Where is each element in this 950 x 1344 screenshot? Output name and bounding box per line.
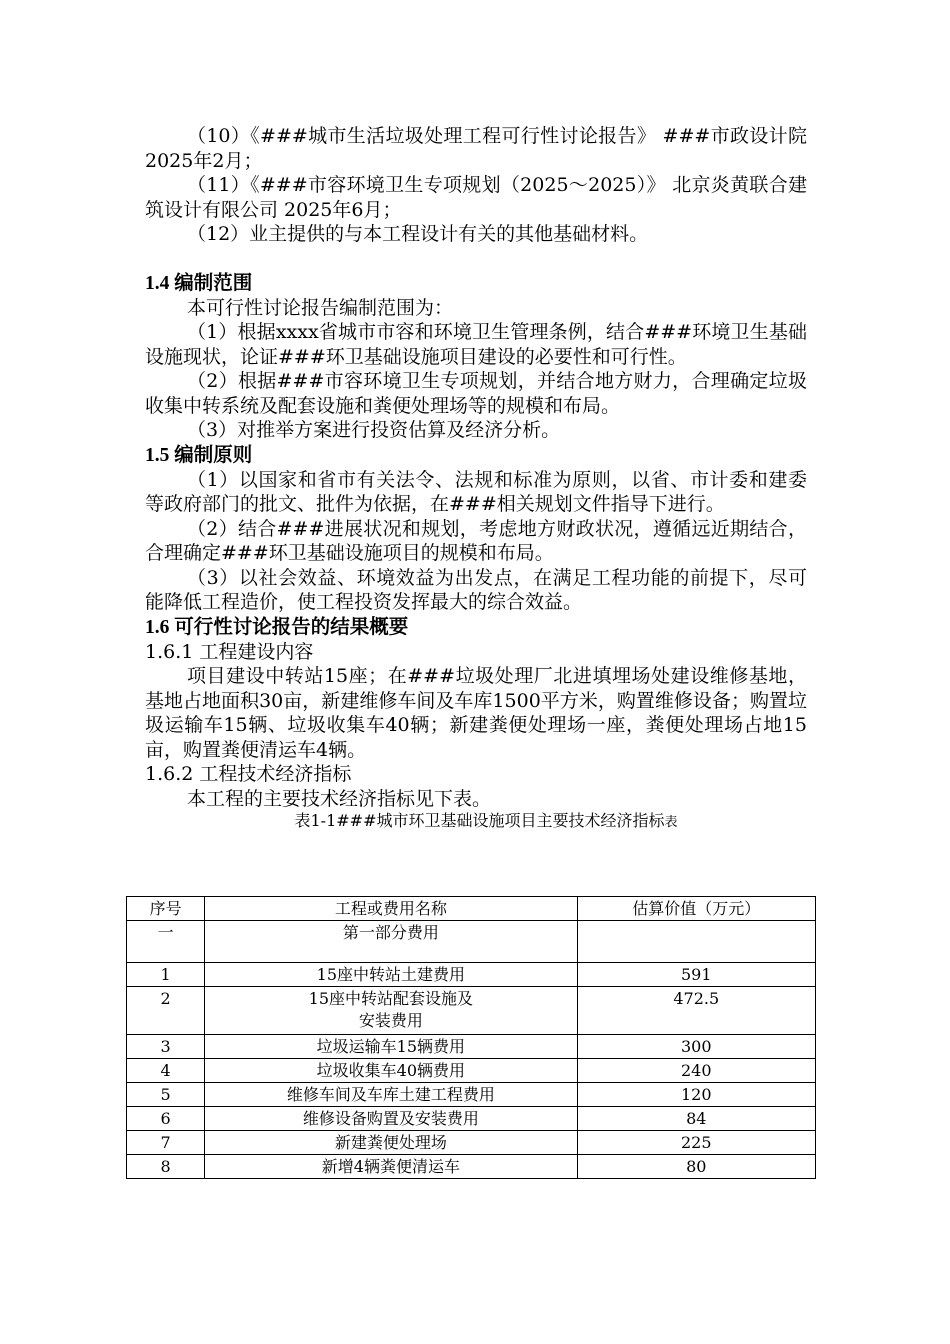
table-row (127, 1107, 816, 1131)
cell-serial: 3 (127, 1035, 205, 1059)
heading-text: 编制范围 (174, 272, 253, 294)
heading-text: 编制原则 (174, 444, 253, 466)
reference-10: （10）《###城市生活垃圾处理工程可行性讨论报告》 ###市政设计院 2025年2月； (145, 125, 807, 172)
table-row (127, 1059, 816, 1083)
cell-value: 300 (577, 1035, 815, 1059)
heading-number: 1.4 (145, 272, 170, 294)
cell-name: 15座中转站土建费用 (205, 963, 577, 987)
indicator-table (126, 896, 816, 1179)
scope-item-1: （1）根据xxxx省城市市容和环境卫生管理条例，结合###环境卫生基础设施现状，论证###环卫基础设施项目建设的必要性和可行性。 (145, 321, 807, 368)
table-caption (145, 811, 807, 833)
cell-value (577, 921, 815, 963)
heading-1-5 (145, 443, 807, 468)
document-body (145, 124, 807, 833)
cell-name: 新增4辆粪便清运车 (205, 1155, 577, 1179)
cell-serial: 8 (127, 1155, 205, 1179)
cell-serial: 6 (127, 1107, 205, 1131)
cell-serial: 2 (127, 987, 205, 1035)
cell-name-line-2: 安装费用 (358, 1011, 423, 1030)
table-row-part-one (127, 921, 816, 963)
cell-name-line-1: 15座中转站配套设施及 (308, 989, 474, 1008)
cell-value: 591 (577, 963, 815, 987)
scope-item-3: （3）对推举方案进行投资估算及经济分析。 (187, 419, 561, 441)
cell-serial: 5 (127, 1083, 205, 1107)
principle-item-1: （1）以国家和省市有关法令、法规和标准为原则，以省、市计委和建委等政府部门的批文、批件为依据，在###相关规划文件指导下进行。 (145, 468, 807, 515)
principle-item-2: （2）结合###进展状况和规划，考虑地方财政状况，遵循远近期结合，合理确定###环卫基础设施项目的规模和布局。 (145, 517, 807, 564)
table-row (127, 1035, 816, 1059)
cell-serial: 4 (127, 1059, 205, 1083)
reference-12: （12）业主提供的与本工程设计有关的其他基础材料。 (187, 223, 649, 245)
table-row (127, 1155, 816, 1179)
table-header-row (127, 897, 816, 921)
cell-value: 80 (577, 1155, 815, 1179)
principle-item-3: （3）以社会效益、环境效益为出发点，在满足工程功能的前提下，尽可能降低工程造价，使工程投资发挥最大的综合效益。 (145, 566, 807, 613)
scope-intro: 本可行性讨论报告编制范围为： (187, 296, 454, 319)
heading-1-6-1: 1.6.1 工程建设内容 (145, 640, 314, 663)
cell-name: 垃圾运输车15辆费用 (205, 1035, 577, 1059)
table-row (127, 1083, 816, 1107)
table-caption-tail: 表 (664, 815, 678, 830)
construction-content: 项目建设中转站15座；在###垃圾处理厂北进填埋场处建设维修基地，基地占地面积30亩，新建维修车间及车库1500平方米，购置维修设备；购置垃圾运输车15辆、垃圾收集车40辆；新建粪便处理场一座，粪便处理场占地15亩，购置粪便清运车4辆。 (145, 665, 807, 761)
header-item-name: 工程或费用名称 (205, 897, 577, 921)
cell-value: 84 (577, 1107, 815, 1131)
cell-value: 472.5 (577, 987, 815, 1035)
heading-1-4 (145, 271, 807, 296)
cell-name (205, 987, 577, 1035)
indicator-intro: 本工程的主要技术经济指标见下表。 (187, 787, 492, 810)
cell-serial: 7 (127, 1131, 205, 1155)
table-caption-main: 表1-1###城市环卫基础设施项目主要技术经济指标 (294, 811, 665, 830)
spacer (145, 247, 807, 271)
cell-name: 垃圾收集车40辆费用 (205, 1059, 577, 1083)
heading-1-6 (145, 615, 807, 640)
cell-name: 第一部分费用 (205, 921, 577, 963)
cell-serial: 1 (127, 963, 205, 987)
table-row (127, 963, 816, 987)
table-row (127, 1131, 816, 1155)
table-row (127, 987, 816, 1035)
cell-name: 维修车间及车库土建工程费用 (205, 1083, 577, 1107)
cell-value: 240 (577, 1059, 815, 1083)
cell-value: 120 (577, 1083, 815, 1107)
heading-number: 1.5 (145, 444, 170, 466)
cell-serial: 一 (127, 921, 205, 963)
cell-name: 维修设备购置及安装费用 (205, 1107, 577, 1131)
cell-name: 新建粪便处理场 (205, 1131, 577, 1155)
reference-11: （11）《###市容环境卫生专项规划（2025～2025）》 北京炎黄联合建筑设计有限公司 2025年6月； (145, 174, 807, 221)
header-estimated-value: 估算价值（万元） (577, 897, 815, 921)
cell-value: 225 (577, 1131, 815, 1155)
heading-text: 可行性讨论报告的结果概要 (174, 616, 409, 638)
heading-number: 1.6 (145, 616, 170, 638)
heading-1-6-2: 1.6.2 工程技术经济指标 (145, 763, 352, 785)
header-serial: 序号 (127, 897, 205, 921)
scope-item-2: （2）根据###市容环境卫生专项规划，并结合地方财力，合理确定垃圾收集中转系统及配套设施和粪便处理场等的规模和布局。 (145, 370, 807, 417)
